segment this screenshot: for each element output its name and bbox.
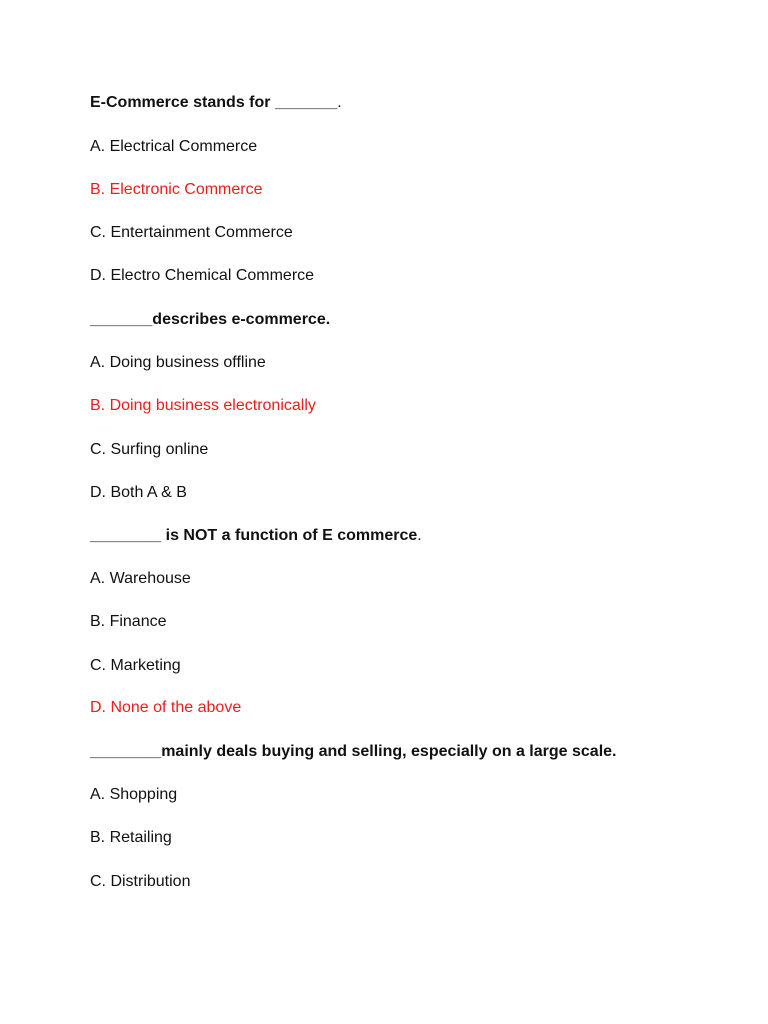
question-1-prompt: E-Commerce stands for _______ bbox=[90, 94, 338, 111]
q1-option-d: D. Electro Chemical Commerce bbox=[90, 267, 315, 284]
q2-option-c: C. Surfing online bbox=[90, 441, 209, 458]
q1-option-c: C. Entertainment Commerce bbox=[90, 224, 293, 241]
question-3 bbox=[90, 526, 422, 546]
question-1-tail: . bbox=[337, 94, 342, 111]
q2-option-a: A. Doing business offline bbox=[90, 354, 266, 371]
question-2-prompt: _______describes e-commerce. bbox=[90, 311, 331, 328]
q2-option-b-correct: B. Doing business electronically bbox=[90, 397, 316, 414]
question-3-prompt: ________ is NOT a function of E commerce bbox=[90, 527, 418, 544]
question-3-tail: . bbox=[417, 527, 422, 544]
q2-option-d: D. Both A & B bbox=[90, 484, 187, 501]
q3-option-a: A. Warehouse bbox=[90, 570, 191, 587]
q4-option-b: B. Retailing bbox=[90, 829, 172, 846]
q3-option-b: B. Finance bbox=[90, 613, 167, 630]
q1-option-b-correct: B. Electronic Commerce bbox=[90, 181, 263, 198]
q4-option-a: A. Shopping bbox=[90, 786, 178, 803]
q3-option-d-correct: D. None of the above bbox=[90, 699, 242, 716]
question-2 bbox=[90, 310, 330, 330]
q3-option-c: C. Marketing bbox=[90, 657, 181, 674]
question-1 bbox=[90, 93, 342, 113]
q4-option-c: C. Distribution bbox=[90, 873, 191, 890]
question-4-prompt: ________mainly deals buying and selling, especially on a large scale. bbox=[90, 743, 617, 760]
q1-option-a: A. Electrical Commerce bbox=[90, 138, 258, 155]
question-4 bbox=[90, 742, 616, 762]
